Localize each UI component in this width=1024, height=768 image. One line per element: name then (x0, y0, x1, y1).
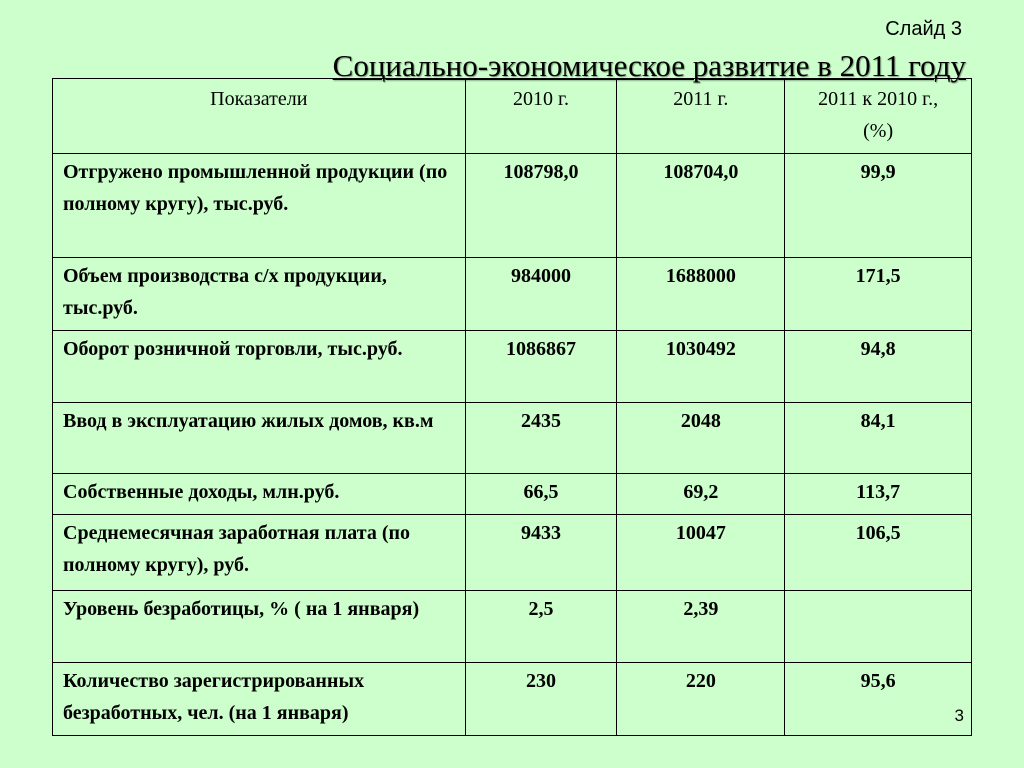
indicator-name: Среднемесячная заработная плата (по полному кругу), руб. (53, 515, 466, 591)
value-percent: 171,5 (785, 258, 972, 331)
table-row (53, 474, 972, 515)
indicator-name: Собственные доходы, млн.руб. (53, 474, 466, 515)
table-row (53, 403, 972, 474)
indicator-name: Количество зарегистрированных безработных, чел. (на 1 января) (53, 663, 466, 736)
value-percent: 94,8 (785, 331, 972, 403)
header-indicator: Показатели (53, 79, 466, 154)
slide-title: Социально-экономическое развитие в 2011 году (332, 48, 966, 83)
value-2010: 230 (465, 663, 617, 736)
value-percent: 113,7 (785, 474, 972, 515)
value-2010: 108798,0 (465, 154, 617, 258)
table-row (53, 154, 972, 258)
header-percent-line2: (%) (863, 120, 894, 142)
header-2010: 2010 г. (465, 79, 617, 154)
table-row (53, 663, 972, 736)
value-2010: 2,5 (465, 591, 617, 663)
indicator-name: Отгружено промышленной продукции (по полному кругу), тыс.руб. (53, 154, 466, 258)
table-row (53, 331, 972, 403)
header-percent (785, 79, 972, 154)
table-row (53, 591, 972, 663)
value-2011: 2048 (617, 403, 785, 474)
value-2010: 1086867 (465, 331, 617, 403)
indicators-table (52, 78, 972, 736)
header-2011: 2011 г. (617, 79, 785, 154)
value-percent: 84,1 (785, 403, 972, 474)
value-percent: 106,5 (785, 515, 972, 591)
indicator-name: Уровень безработицы, % ( на 1 января) (53, 591, 466, 663)
table-body (53, 154, 972, 736)
value-2011: 220 (617, 663, 785, 736)
value-percent: 95,6 (785, 663, 972, 736)
value-2011: 108704,0 (617, 154, 785, 258)
indicator-name: Оборот розничной торговли, тыс.руб. (53, 331, 466, 403)
indicator-name: Объем производства с/х продукции, тыс.руб. (53, 258, 466, 331)
table-row (53, 515, 972, 591)
page-number: 3 (954, 706, 964, 725)
value-2011: 2,39 (617, 591, 785, 663)
indicator-name: Ввод в эксплуатацию жилых домов, кв.м (53, 403, 466, 474)
value-2010: 9433 (465, 515, 617, 591)
value-2011: 69,2 (617, 474, 785, 515)
value-percent: 99,9 (785, 154, 972, 258)
table-header-row (53, 79, 972, 154)
table-row (53, 258, 972, 331)
value-percent (785, 591, 972, 663)
value-2010: 66,5 (465, 474, 617, 515)
value-2010: 2435 (465, 403, 617, 474)
value-2011: 1030492 (617, 331, 785, 403)
slide-label: Слайд 3 (885, 18, 962, 40)
header-percent-line1: 2011 к 2010 г., (818, 88, 939, 110)
value-2010: 984000 (465, 258, 617, 331)
value-2011: 1688000 (617, 258, 785, 331)
value-2011: 10047 (617, 515, 785, 591)
